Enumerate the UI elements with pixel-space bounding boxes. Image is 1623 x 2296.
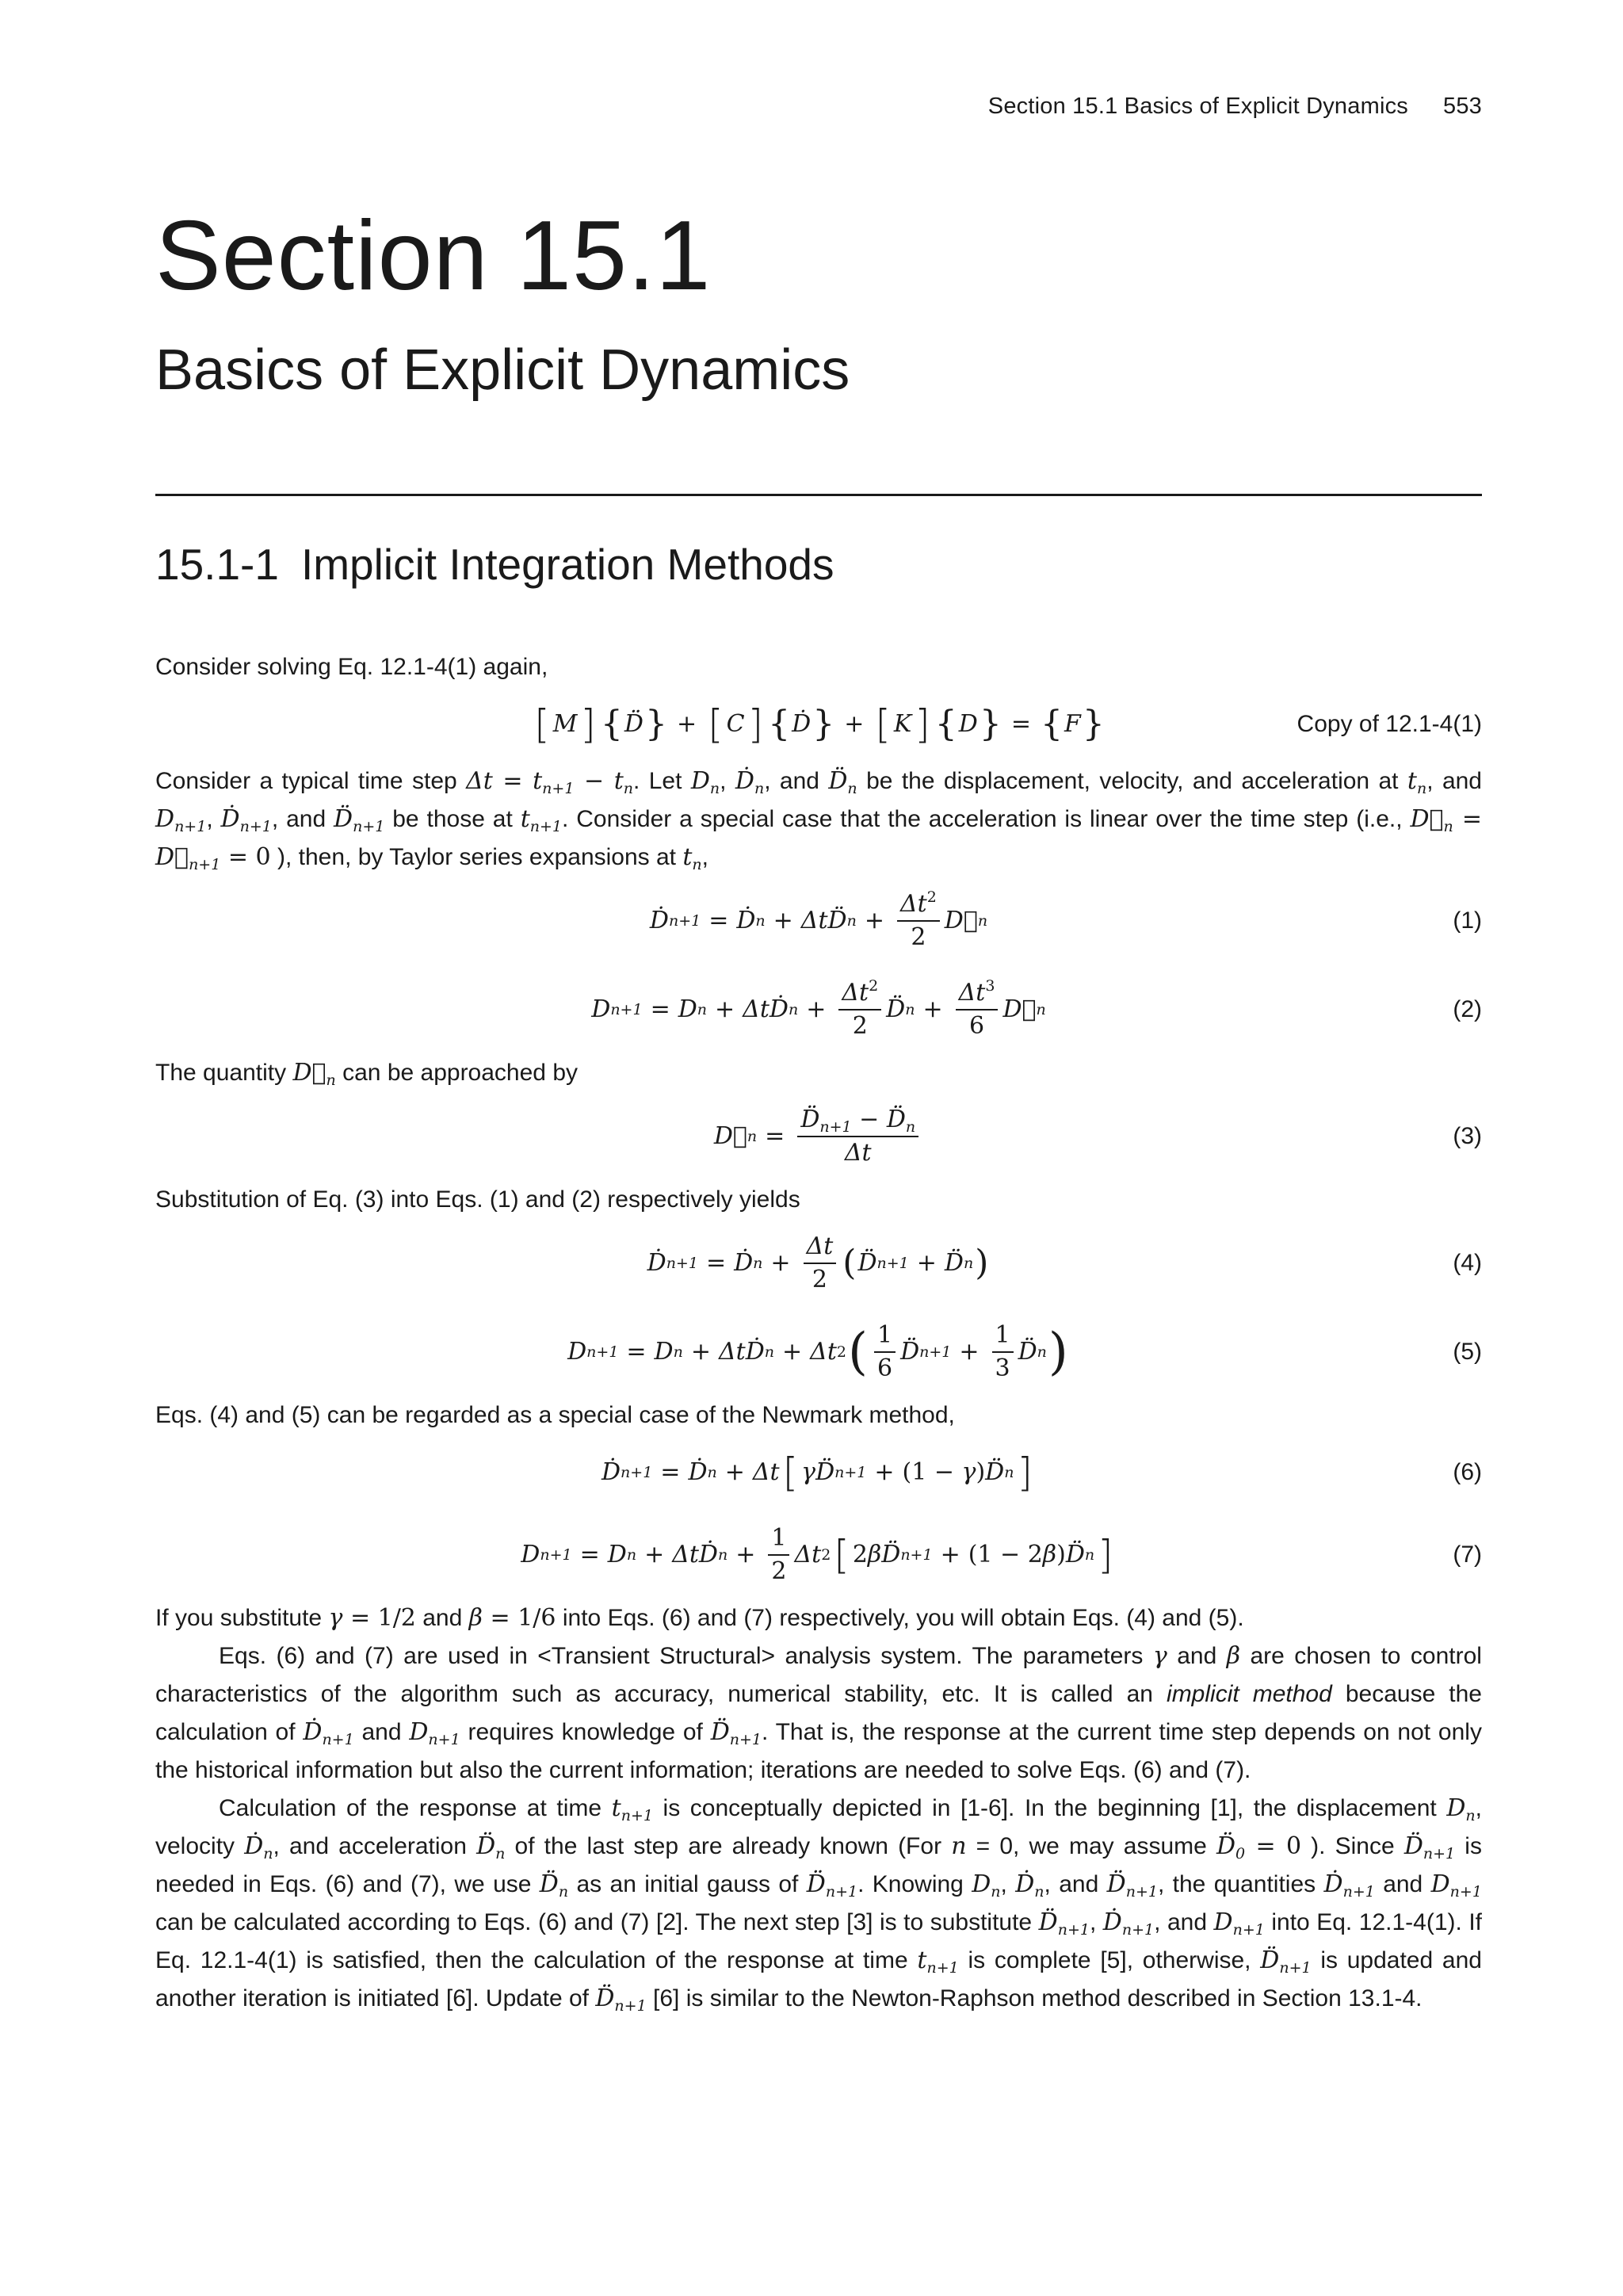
paragraph-newmark: Eqs. (4) and (5) can be regarded as a special case of the Newmark method, (155, 1402, 955, 1428)
equation-5: D n+1 = D n + ΔtḊ n + Δt 2 ( $\frac{1}{6}$ D̈ n+1 + $\frac{1}{3}$ D̈ n ) (5) (567, 1320, 1482, 1382)
page-number: 553 (1443, 94, 1482, 119)
equation-3: D⃛ n = $\frac{D̈_{n+1} - D̈_n}{\Delta t}$ (3) (713, 1105, 1482, 1167)
body-content (155, 648, 1482, 2018)
paragraph-quantity: The quantity $D⃛_n$ can be approached by (155, 1059, 579, 1089)
equation-tag-6: (6) (1453, 1459, 1482, 1485)
equation-tag-1: (1) (1453, 907, 1482, 934)
paragraph-substitution: Substitution of Eq. (3) into Eqs. (1) and (2) respectively yields (155, 1186, 800, 1213)
paragraph-substitute-params: If you substitute γ = 1/2 and β = 1/6 into Eqs. (6) and (7) respectively, you will obtain Eqs. (4) and (5). (155, 1604, 1244, 1632)
equation-tag-4: (4) (1453, 1250, 1482, 1276)
equation-tag-5: (5) (1453, 1339, 1482, 1365)
subsection-number: 15.1-1 (155, 540, 279, 589)
equation-tag-7: (7) (1453, 1541, 1482, 1568)
section-title: Basics of Explicit Dynamics (155, 338, 850, 402)
equation-tag-copy: Copy of 12.1-4(1) (1296, 711, 1482, 737)
equation-1: Ḋ n+1 = Ḋ n + ΔtD̈ n + $\frac{\Delta t^2}{2}$ D⃛ n (1) (649, 888, 1482, 951)
section-divider (155, 494, 1482, 496)
section-number: Section 15.1 (155, 201, 712, 311)
subsection-title: Implicit Integration Methods (300, 540, 834, 589)
running-title: Section 15.1 Basics of Explicit Dynamics (987, 94, 1408, 119)
paragraph-time-step: Consider a typical time step $\Delta t = t_{n+1} - t_n$. Let $D_n$, Ḋ$_n$, and $D̈_n$ be the displacement, velocity, and acceleration at $t_n$, and $D_{n+1}$, Ḋ$_{n+1}$, and $D̈_{n+1}$ be those at $t_{n+1}$. Consider a special case that the acceleration is linear over the time step (i.e., $D⃛_n$ = $D⃛_{n+1} = 0$ ), then, by Taylor series expansions at $t_n$, (155, 767, 1483, 873)
equation-motion: [ M ] { D̈ } + [ C ] { Ḋ } + [ K ] { D } = { F } Copy of 12.1-4(1) (534, 701, 1482, 747)
equation-6: Ḋ n+1 = Ḋ n + Δt [ γD̈ n+1 + (1 − γ ) D̈ n ] (6) (601, 1450, 1482, 1496)
equation-2: D n+1 = D n + ΔtḊ n + $\frac{\Delta t^2}{2}$ D̈ n + $\frac{\Delta t^3}{6}$ D⃛ n (2) (591, 976, 1482, 1040)
paragraph-calculation-steps: Calculation of the response at time $t_{n+1}$ is conceptually depicted in [1-6]. In the beginning [1], the displacement $D_n$, velocity Ḋ$_n$, and acceleration $D̈_n$ of the last step are already known (For n = 0, we may assume $D̈_0 = 0$ ). Since $D̈_{n+1}$ is needed in Eqs. (6) and (7), we use $D̈_n$ as an initial gauss of $D̈_{n+1}$. Knowing $D_n$, Ḋ$_n$, and $D̈_{n+1}$, the quantities Ḋ$_{n+1}$ and $D_{n+1}$ can be calculated according to Eqs. (6) and (7) [2]. The next step [3] is to substitute $D̈_{n+1}$, Ḋ$_{n+1}$, and $D_{n+1}$ into Eq. 12.1-4(1). If Eq. 12.1-4(1) is satisfied, then the calculation of the response at time $t_{n+1}$ is complete [5], otherwise, $D̈_{n+1}$ is updated and another iteration is initiated [6]. Update of $D̈_{n+1}$ [6] is similar to the Newton-Raphson method described in Section 13.1-4. (155, 1794, 1483, 2015)
equation-4: Ḋ n+1 = Ḋ n + $\frac{\Delta t}{2}$ ( D̈ n+1 + D̈ n ) (4) (647, 1232, 1482, 1293)
equation-tag-3: (3) (1453, 1123, 1482, 1149)
equation-tag-2: (2) (1453, 996, 1482, 1022)
running-header (988, 94, 1482, 120)
equation-7: D n+1 = D n + ΔtḊ n + $\frac{1}{2}$ Δt 2 [ 2 βD̈ n+1 + (1 − 2 β ) D̈ n ] (7) (521, 1523, 1482, 1585)
subsection-heading (155, 539, 834, 590)
paragraph-intro: Consider solving Eq. 12.1-4(1) again, (155, 654, 548, 680)
paragraph-implicit-method: Eqs. (6) and (7) are used in <Transient Structural> analysis system. The parameters γ and β are chosen to control characteristics of the algorithm such as accuracy, numerical stability, etc. It is called an implicit method because the calculation of Ḋ$_{n+1}$ and $D_{n+1}$ requires knowledge of $D̈_{n+1}$. That is, the response at the current time step depends on not only the historical information but also the current information; iterations are needed to solve Eqs. (6) and (7). (155, 1642, 1482, 1783)
